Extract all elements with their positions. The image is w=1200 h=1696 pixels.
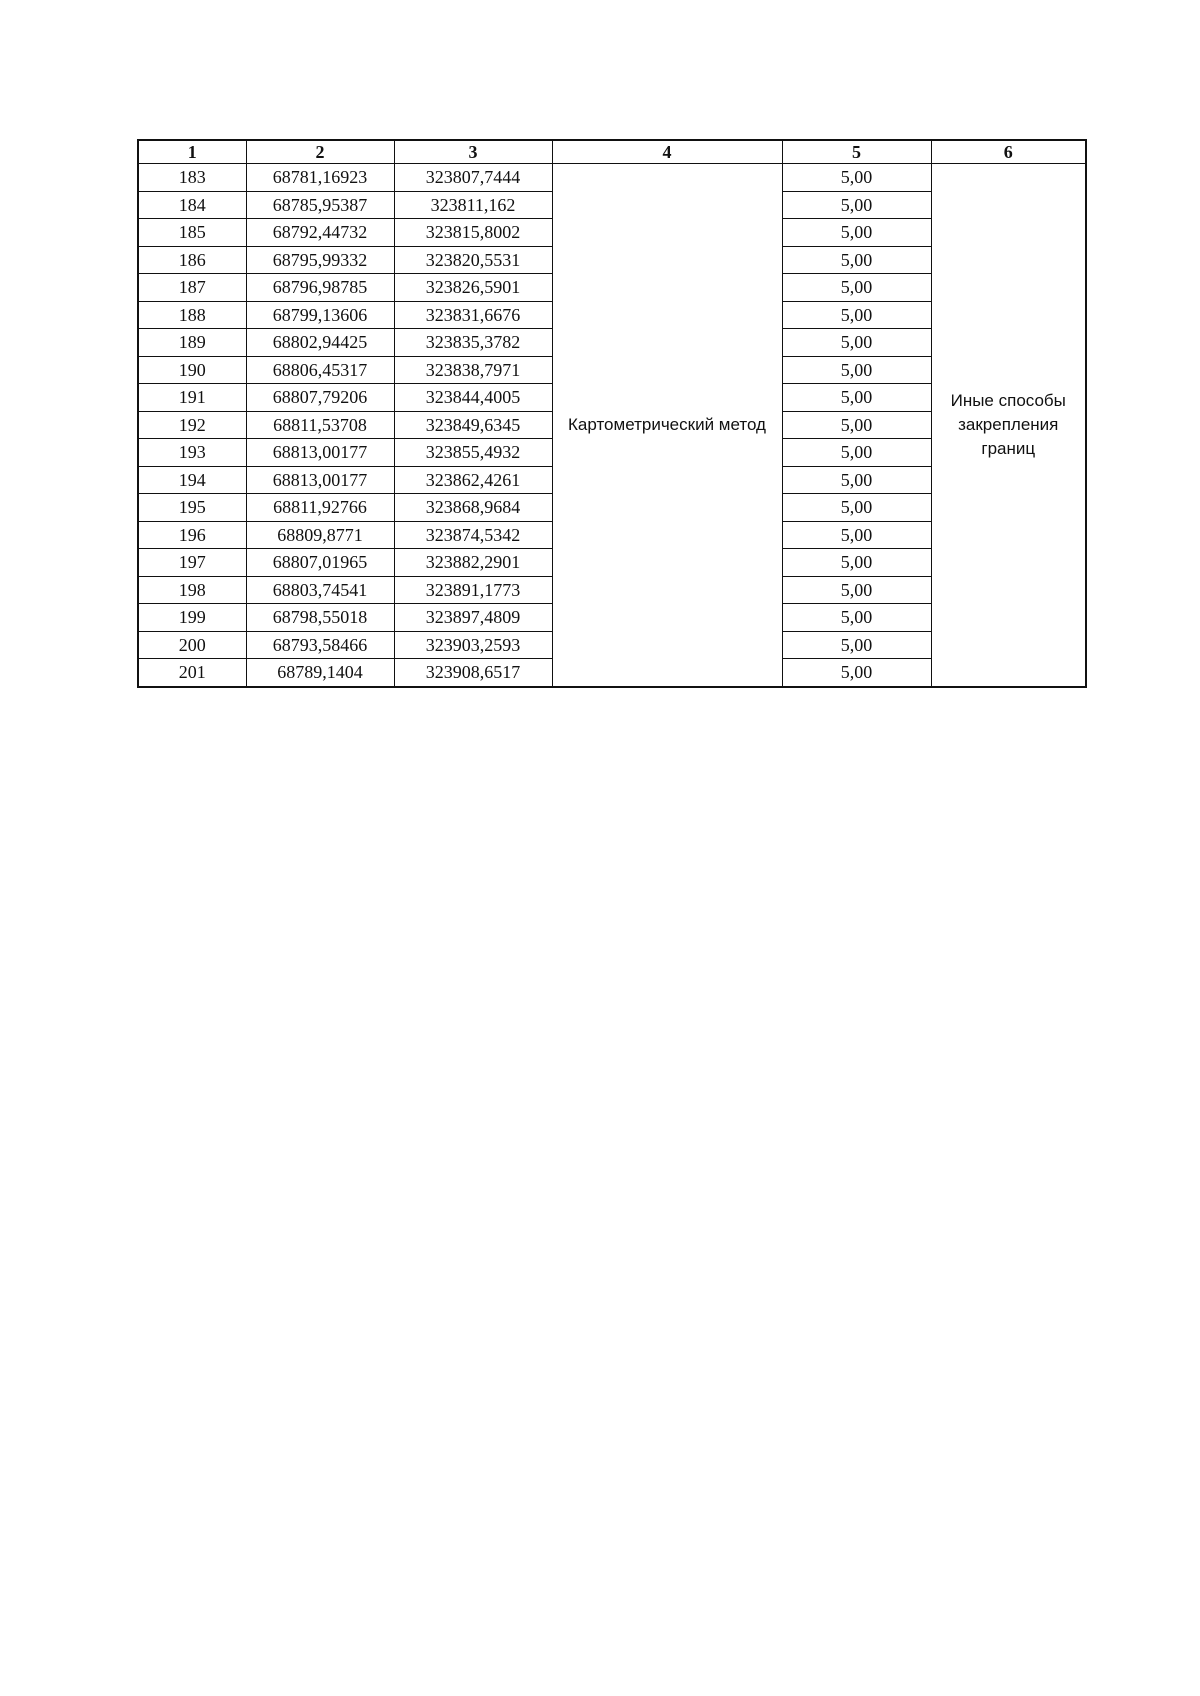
column-header-4: 4 [552, 140, 782, 164]
point-number: 186 [138, 246, 246, 274]
fixing-line: Иные способы [950, 390, 1066, 410]
coordinate-x: 68811,53708 [246, 411, 394, 439]
point-number: 183 [138, 164, 246, 192]
coordinate-y: 323844,4005 [394, 384, 552, 412]
column-header-3: 3 [394, 140, 552, 164]
coordinate-x: 68795,99332 [246, 246, 394, 274]
accuracy-value: 5,00 [782, 466, 931, 494]
accuracy-value: 5,00 [782, 631, 931, 659]
accuracy-value: 5,00 [782, 219, 931, 247]
header-row [138, 140, 1086, 164]
point-number: 184 [138, 191, 246, 219]
accuracy-value: 5,00 [782, 521, 931, 549]
fixing-method-cell [931, 164, 1086, 687]
point-number: 195 [138, 494, 246, 522]
accuracy-value: 5,00 [782, 411, 931, 439]
accuracy-value: 5,00 [782, 164, 931, 192]
coordinate-y: 323815,8002 [394, 219, 552, 247]
coordinate-y: 323897,4809 [394, 604, 552, 632]
point-number: 194 [138, 466, 246, 494]
coordinates-table [137, 139, 1087, 688]
point-number: 190 [138, 356, 246, 384]
point-number: 188 [138, 301, 246, 329]
coordinate-y: 323849,6345 [394, 411, 552, 439]
coordinate-x: 68796,98785 [246, 274, 394, 302]
accuracy-value: 5,00 [782, 246, 931, 274]
coordinate-x: 68806,45317 [246, 356, 394, 384]
coordinate-y: 323874,5342 [394, 521, 552, 549]
coordinate-x: 68792,44732 [246, 219, 394, 247]
point-number: 185 [138, 219, 246, 247]
fixing-line: границ [981, 438, 1036, 458]
coordinate-x: 68807,01965 [246, 549, 394, 577]
accuracy-value: 5,00 [782, 659, 931, 687]
coordinate-y: 323862,4261 [394, 466, 552, 494]
coordinate-x: 68781,16923 [246, 164, 394, 192]
accuracy-value: 5,00 [782, 576, 931, 604]
accuracy-value: 5,00 [782, 191, 931, 219]
point-number: 201 [138, 659, 246, 687]
coordinate-x: 68813,00177 [246, 439, 394, 467]
method-cell: Картометрический метод [552, 164, 782, 687]
table-row [138, 164, 1086, 192]
coordinate-x: 68793,58466 [246, 631, 394, 659]
coordinate-x: 68811,92766 [246, 494, 394, 522]
column-header-6: 6 [931, 140, 1086, 164]
coordinate-x: 68803,74541 [246, 576, 394, 604]
accuracy-value: 5,00 [782, 274, 931, 302]
coordinate-x: 68802,94425 [246, 329, 394, 357]
coordinate-y: 323868,9684 [394, 494, 552, 522]
coordinate-y: 323882,2901 [394, 549, 552, 577]
coordinate-x: 68813,00177 [246, 466, 394, 494]
column-header-1: 1 [138, 140, 246, 164]
coordinate-x: 68785,95387 [246, 191, 394, 219]
coordinate-y: 323835,3782 [394, 329, 552, 357]
coordinate-x: 68809,8771 [246, 521, 394, 549]
point-number: 189 [138, 329, 246, 357]
coordinate-y: 323826,5901 [394, 274, 552, 302]
accuracy-value: 5,00 [782, 329, 931, 357]
point-number: 198 [138, 576, 246, 604]
point-number: 196 [138, 521, 246, 549]
coordinate-x: 68798,55018 [246, 604, 394, 632]
coordinate-y: 323820,5531 [394, 246, 552, 274]
point-number: 193 [138, 439, 246, 467]
coordinate-x: 68807,79206 [246, 384, 394, 412]
point-number: 191 [138, 384, 246, 412]
point-number: 187 [138, 274, 246, 302]
coordinate-x: 68799,13606 [246, 301, 394, 329]
coordinate-y: 323903,2593 [394, 631, 552, 659]
accuracy-value: 5,00 [782, 439, 931, 467]
point-number: 199 [138, 604, 246, 632]
coordinate-y: 323831,6676 [394, 301, 552, 329]
accuracy-value: 5,00 [782, 356, 931, 384]
column-header-5: 5 [782, 140, 931, 164]
coordinate-y: 323838,7971 [394, 356, 552, 384]
coordinate-y: 323891,1773 [394, 576, 552, 604]
accuracy-value: 5,00 [782, 301, 931, 329]
coordinate-x: 68789,1404 [246, 659, 394, 687]
accuracy-value: 5,00 [782, 494, 931, 522]
coordinate-y: 323811,162 [394, 191, 552, 219]
table-body [138, 164, 1086, 687]
column-header-2: 2 [246, 140, 394, 164]
coordinate-y: 323908,6517 [394, 659, 552, 687]
coordinate-y: 323855,4932 [394, 439, 552, 467]
accuracy-value: 5,00 [782, 604, 931, 632]
point-number: 197 [138, 549, 246, 577]
coordinate-y: 323807,7444 [394, 164, 552, 192]
fixing-line: закрепления [958, 414, 1059, 434]
accuracy-value: 5,00 [782, 549, 931, 577]
point-number: 192 [138, 411, 246, 439]
point-number: 200 [138, 631, 246, 659]
accuracy-value: 5,00 [782, 384, 931, 412]
